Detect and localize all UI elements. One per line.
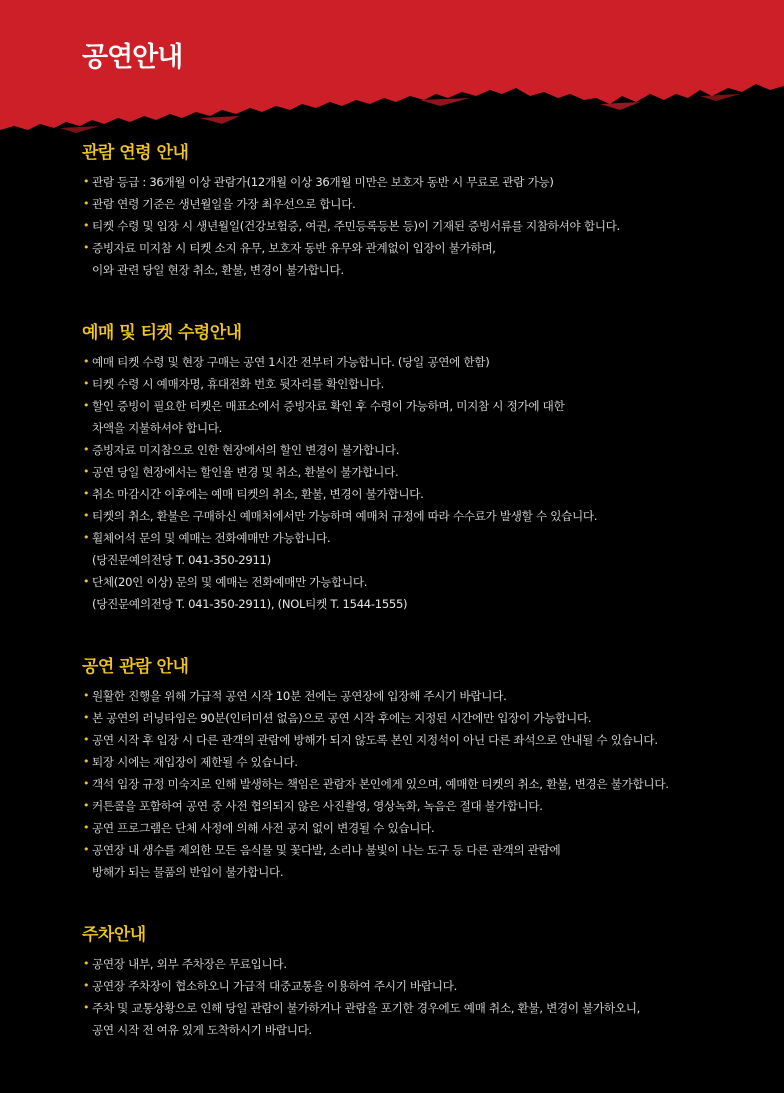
item-text: 증빙자료 미지참 시 티켓 소지 유무, 보호자 동반 유무와 관계없이 입장이 불가하며, [92,241,496,255]
item-text: 주차 및 교통상황으로 인해 당일 관람이 불가하거나 관람을 포기한 경우에도 예매 취소, 환불, 변경이 불가하오니, [92,1001,641,1015]
page-title: 공연안내 [82,42,183,73]
section-title: 공연 관람 안내 [82,657,189,677]
item-text: 공연장 내부, 외부 주차장은 무료입니다. [92,957,287,971]
bullet-dot-icon: • [83,1001,90,1014]
bullet-dot-icon: • [83,957,90,970]
list-item [82,193,762,215]
list-item [82,795,762,817]
bullet-dot-icon: • [83,487,90,500]
item-text: 예매 티켓 수령 및 현장 구매는 공연 1시간 전부터 가능합니다. (당일 공연에 한함) [92,355,490,369]
bullet-dot-icon: • [83,777,90,790]
list-item [82,773,762,795]
bullet-dot-icon: • [83,509,90,522]
item-text: 증빙자료 미지참으로 인한 현장에서의 할인 변경이 불가합니다. [92,443,400,457]
list-item [82,505,762,527]
list-item [82,571,762,615]
section-title: 관람 연령 안내 [82,143,189,163]
item-text: 공연장 주차장이 협소하오니 가급적 대중교통을 이용하여 주시기 바랍니다. [92,979,457,993]
item-list [82,685,762,883]
list-item [82,215,762,237]
list-item [82,395,762,439]
item-text: 단체(20인 이상) 문의 및 예매는 전화예매만 가능합니다. [92,575,368,589]
list-item [82,975,762,997]
bullet-dot-icon: • [83,979,90,992]
item-text: 티켓 수령 시 예매자명, 휴대전화 번호 뒷자리를 확인합니다. [92,377,385,391]
notice-content [82,141,762,1041]
section-title: 예매 및 티켓 수령안내 [82,323,242,343]
bullet-dot-icon: • [83,531,90,544]
item-text: 객석 입장 규정 미숙지로 인해 발생하는 책임은 관람자 본인에게 있으며, 예매한 티켓의 취소, 환불, 변경은 불가합니다. [92,777,669,791]
list-item [82,373,762,395]
bullet-dot-icon: • [83,197,90,210]
item-text: 커튼콜을 포함하여 공연 중 사전 협의되지 않은 사진촬영, 영상녹화, 녹음은 절대 불가합니다. [92,799,543,813]
item-text: 취소 마감시간 이후에는 예매 티켓의 취소, 환불, 변경이 불가합니다. [92,487,424,501]
list-item [82,527,762,571]
item-text: 본 공연의 러닝타임은 90분(인터미션 없음)으로 공연 시작 후에는 지정된 시간에만 입장이 가능합니다. [92,711,592,725]
header-banner [0,0,784,140]
item-text-continued: (당진문예의전당 T. 041-350-2911), (NOL티켓 T. 1544-1555) [92,597,408,611]
list-item [82,685,762,707]
item-text: 공연 시작 후 입장 시 다른 관객의 관람에 방해가 되지 않도록 본인 지정석이 아닌 다른 좌석으로 안내될 수 있습니다. [92,733,658,747]
bullet-dot-icon: • [83,175,90,188]
item-text: 휠체어석 문의 및 예매는 전화예매만 가능합니다. [92,531,331,545]
item-text-continued: 이와 관련 당일 현장 취소, 환불, 변경이 불가합니다. [92,263,344,277]
item-text: 공연장 내 생수를 제외한 모든 음식물 및 꽃다발, 소리나 불빛이 나는 도구 등 다른 관객의 관람에 [92,843,561,857]
bullet-dot-icon: • [83,575,90,588]
list-item [82,483,762,505]
list-item [82,171,762,193]
bullet-dot-icon: • [83,733,90,746]
bullet-dot-icon: • [83,241,90,254]
bullet-dot-icon: • [83,843,90,856]
item-text: 공연 프로그램은 단체 사정에 의해 사전 공지 없이 변경될 수 있습니다. [92,821,435,835]
list-item [82,461,762,483]
bullet-dot-icon: • [83,219,90,232]
list-item [82,729,762,751]
section-title: 주차안내 [82,925,146,945]
bullet-dot-icon: • [83,399,90,412]
item-text: 공연 당일 현장에서는 할인율 변경 및 취소, 환불이 불가합니다. [92,465,399,479]
bullet-dot-icon: • [83,711,90,724]
list-item [82,997,762,1041]
bullet-dot-icon: • [83,355,90,368]
item-text-continued: (당진문예의전당 T. 041-350-2911) [92,553,271,567]
bullet-dot-icon: • [83,821,90,834]
bullet-dot-icon: • [83,755,90,768]
item-text: 퇴장 시에는 재입장이 제한될 수 있습니다. [92,755,298,769]
item-list [82,351,762,615]
bullet-dot-icon: • [83,443,90,456]
item-text: 할인 증빙이 필요한 티켓은 매표소에서 증빙자료 확인 후 수령이 가능하며, 미지참 시 정가에 대한 [92,399,565,413]
item-text: 티켓 수령 및 입장 시 생년월일(건강보험증, 여권, 주민등록등본 등)이 기재된 증빙서류를 지참하셔야 합니다. [92,219,620,233]
list-item [82,751,762,773]
list-item [82,351,762,373]
list-item [82,707,762,729]
item-text: 관람 연령 기준은 생년월일을 가장 최우선으로 합니다. [92,197,356,211]
bullet-dot-icon: • [83,465,90,478]
bullet-dot-icon: • [83,377,90,390]
section-parking-guide [82,923,762,1041]
list-item [82,237,762,281]
section-viewing-guide [82,655,762,883]
list-item [82,953,762,975]
item-text: 관람 등급 : 36개월 이상 관람가(12개월 이상 36개월 미만은 보호자 동반 시 무료로 관람 가능) [92,175,554,189]
bullet-dot-icon: • [83,689,90,702]
item-text: 티켓의 취소, 환불은 구매하신 예매처에서만 가능하며 예매처 규정에 따라 수수료가 발생할 수 있습니다. [92,509,598,523]
item-text-continued: 차액을 지불하셔야 합니다. [92,421,223,435]
section-age-guide [82,141,762,281]
item-list [82,953,762,1041]
bullet-dot-icon: • [83,799,90,812]
item-text: 원활한 진행을 위해 가급적 공연 시작 10분 전에는 공연장에 입장해 주시기 바랍니다. [92,689,507,703]
list-item [82,817,762,839]
section-ticket-guide [82,321,762,615]
item-list [82,171,762,281]
list-item [82,439,762,461]
item-text-continued: 공연 시작 전 여유 있게 도착하시기 바랍니다. [92,1023,312,1037]
item-text-continued: 방해가 되는 물품의 반입이 불가합니다. [92,865,284,879]
list-item [82,839,762,883]
